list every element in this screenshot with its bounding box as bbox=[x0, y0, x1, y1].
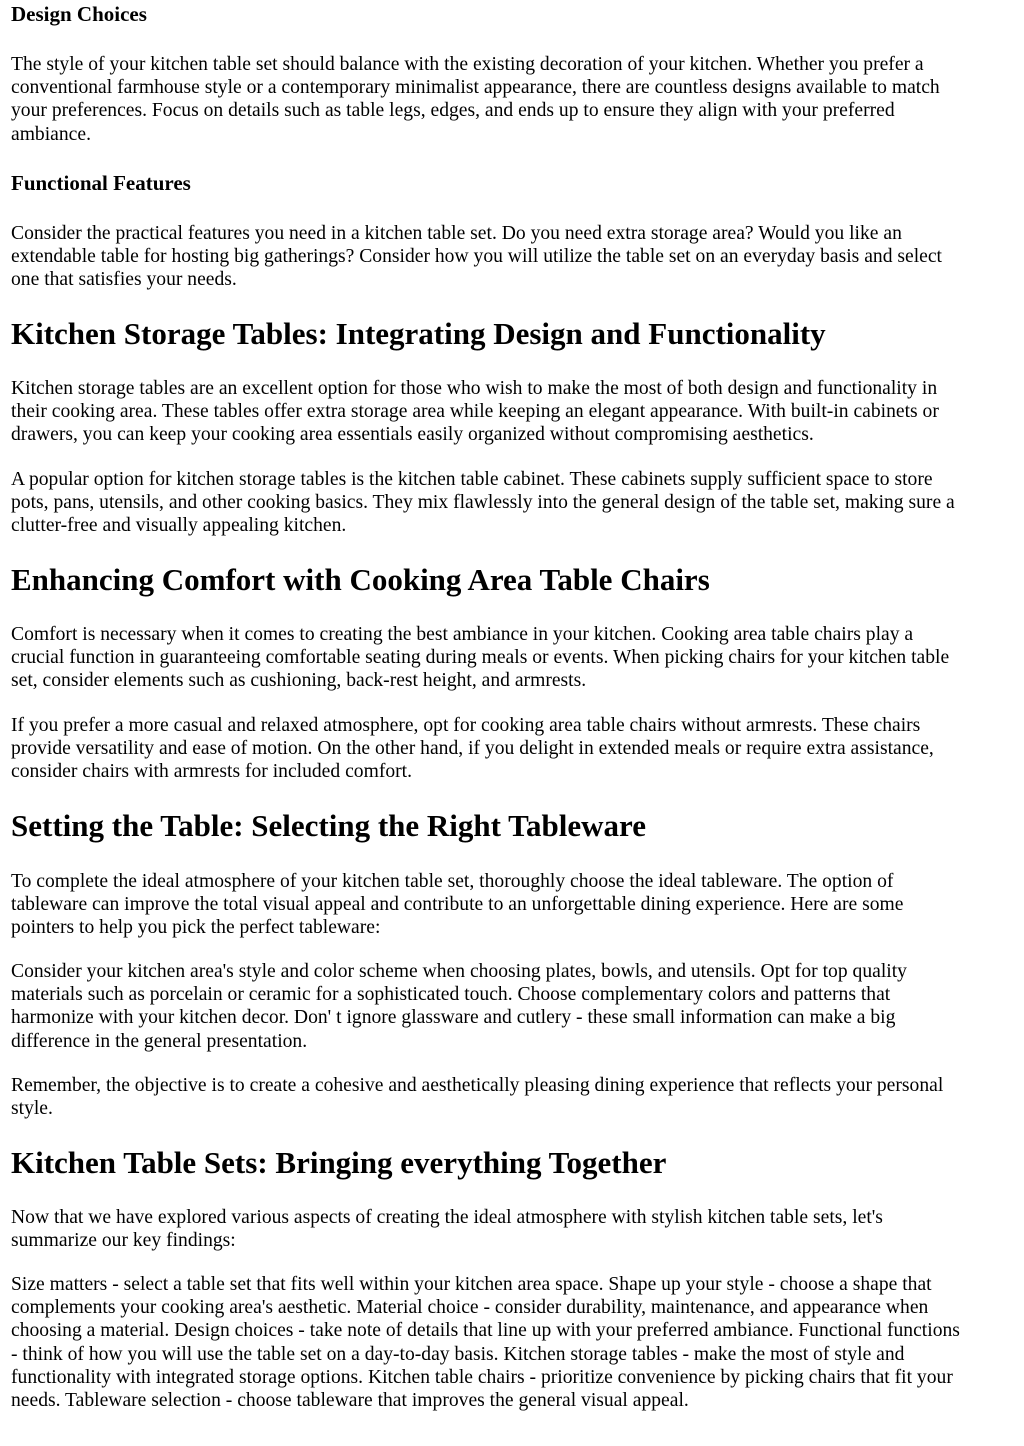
text-line: consider chairs with armrests for included comfort. bbox=[11, 761, 413, 783]
text-line: summarize our key findings: bbox=[11, 1230, 236, 1252]
text-line: The style of your kitchen table set should balance with the existing decoration of your kitchen. Whether you prefer a bbox=[11, 54, 924, 75]
text-line: complements your cooking area's aesthetic. Material choice - consider durability, maintenance, and appearance when bbox=[11, 1297, 929, 1319]
text-line: harmonize with your kitchen decor. Don' t ignore glassware and cutlery - these small information can make a big bbox=[11, 1007, 896, 1029]
paragraph-chairs-1 bbox=[11, 623, 949, 693]
text-line: Remember, the objective is to create a cohesive and aesthetically pleasing dining experience that reflects your personal bbox=[11, 1075, 944, 1096]
text-line: their cooking area. These tables offer extra storage area while keeping an elegant appearance. With built-in cabinets or bbox=[11, 401, 939, 423]
text-line: Consider your kitchen area's style and color scheme when choosing plates, bowls, and utensils. Opt for top quality bbox=[11, 961, 907, 982]
paragraph-design-choices bbox=[11, 53, 940, 146]
paragraph-chairs-2 bbox=[11, 714, 934, 784]
text-line: set, consider elements such as cushioning, back-rest height, and armrests. bbox=[11, 670, 587, 692]
text-line: functionality with integrated storage options. Kitchen table chairs - prioritize convenience by picking chairs that fit your bbox=[11, 1366, 953, 1388]
heading-design-choices: Design Choices bbox=[11, 2, 147, 26]
paragraph-storage-tables-2 bbox=[11, 468, 955, 538]
text-line: clutter-free and visually appealing kitchen. bbox=[11, 515, 347, 537]
text-line: Size matters - select a table set that fits well within your kitchen area space. Shape up your style - choose a shape that bbox=[11, 1274, 932, 1295]
text-line: pots, pans, utensils, and other cooking basics. They mix flawlessly into the general design of the table set, making sure a bbox=[11, 492, 955, 514]
text-line: Consider the practical features you need in a kitchen table set. Do you need extra storage area? Would you like an bbox=[11, 223, 902, 244]
heading-storage-tables: Kitchen Storage Tables: Integrating Design and Functionality bbox=[11, 316, 826, 351]
heading-chairs: Enhancing Comfort with Cooking Area Table Chairs bbox=[11, 562, 710, 597]
text-line: tableware can improve the total visual appeal and contribute to an unforgettable dining experience. Here are some bbox=[11, 894, 904, 916]
text-line: A popular option for kitchen storage tables is the kitchen table cabinet. These cabinets supply sufficient space to store bbox=[11, 469, 933, 490]
paragraph-tableware-1 bbox=[11, 870, 903, 940]
paragraph-table-sets-1 bbox=[11, 1206, 883, 1252]
heading-tableware: Setting the Table: Selecting the Right Tableware bbox=[11, 808, 646, 843]
text-line: needs. Tableware selection - choose tableware that improves the general visual appeal. bbox=[11, 1390, 689, 1412]
text-line: difference in the general presentation. bbox=[11, 1030, 308, 1052]
text-line: your preferences. Focus on details such as table legs, edges, and ends up to ensure they align with your preferred bbox=[11, 100, 895, 122]
text-line: If you prefer a more casual and relaxed atmosphere, opt for cooking area table chairs without armrests. These chairs bbox=[11, 715, 921, 736]
text-line: materials such as porcelain or ceramic for a sophisticated touch. Choose complementary colors and patterns that bbox=[11, 984, 891, 1006]
text-line: Now that we have explored various aspects of creating the ideal atmosphere with stylish kitchen table sets, let's bbox=[11, 1207, 883, 1228]
paragraph-functional-features bbox=[11, 222, 942, 292]
paragraph-table-sets-2 bbox=[11, 1273, 960, 1412]
text-line: Kitchen storage tables are an excellent option for those who wish to make the most of both design and functionality in bbox=[11, 378, 938, 399]
text-line: choosing a material. Design choices - take note of details that line up with your preferred ambiance. Functional functions bbox=[11, 1320, 960, 1342]
text-line: To complete the ideal atmosphere of your kitchen table set, thoroughly choose the ideal tableware. The option of bbox=[11, 871, 894, 892]
paragraph-storage-tables-1 bbox=[11, 377, 939, 447]
text-line: pointers to help you pick the perfect tableware: bbox=[11, 917, 381, 939]
text-line: extendable table for hosting big gatherings? Consider how you will utilize the table set on an everyday basis and select bbox=[11, 246, 942, 268]
text-line: provide versatility and ease of motion. On the other hand, if you delight in extended meals or require extra assistance, bbox=[11, 738, 934, 760]
text-line: one that satisfies your needs. bbox=[11, 269, 237, 291]
text-line: - think of how you will use the table set on a day-to-day basis. Kitchen storage tables - make the most of style and bbox=[11, 1343, 905, 1365]
text-line: style. bbox=[11, 1098, 53, 1120]
heading-functional-features: Functional Features bbox=[11, 171, 191, 195]
text-line: Comfort is necessary when it comes to creating the best ambiance in your kitchen. Cooking area table chairs play a bbox=[11, 624, 914, 645]
paragraph-tableware-2 bbox=[11, 960, 907, 1053]
heading-table-sets: Kitchen Table Sets: Bringing everything Together bbox=[11, 1145, 667, 1180]
text-line: conventional farmhouse style or a contemporary minimalist appearance, there are countless designs available to match bbox=[11, 77, 940, 99]
text-line: ambiance. bbox=[11, 123, 91, 145]
text-line: drawers, you can keep your cooking area essentials easily organized without compromising aesthetics. bbox=[11, 424, 814, 446]
text-line: crucial function in guaranteeing comfortable seating during meals or events. When picking chairs for your kitchen table bbox=[11, 647, 950, 669]
paragraph-tableware-3 bbox=[11, 1074, 943, 1120]
